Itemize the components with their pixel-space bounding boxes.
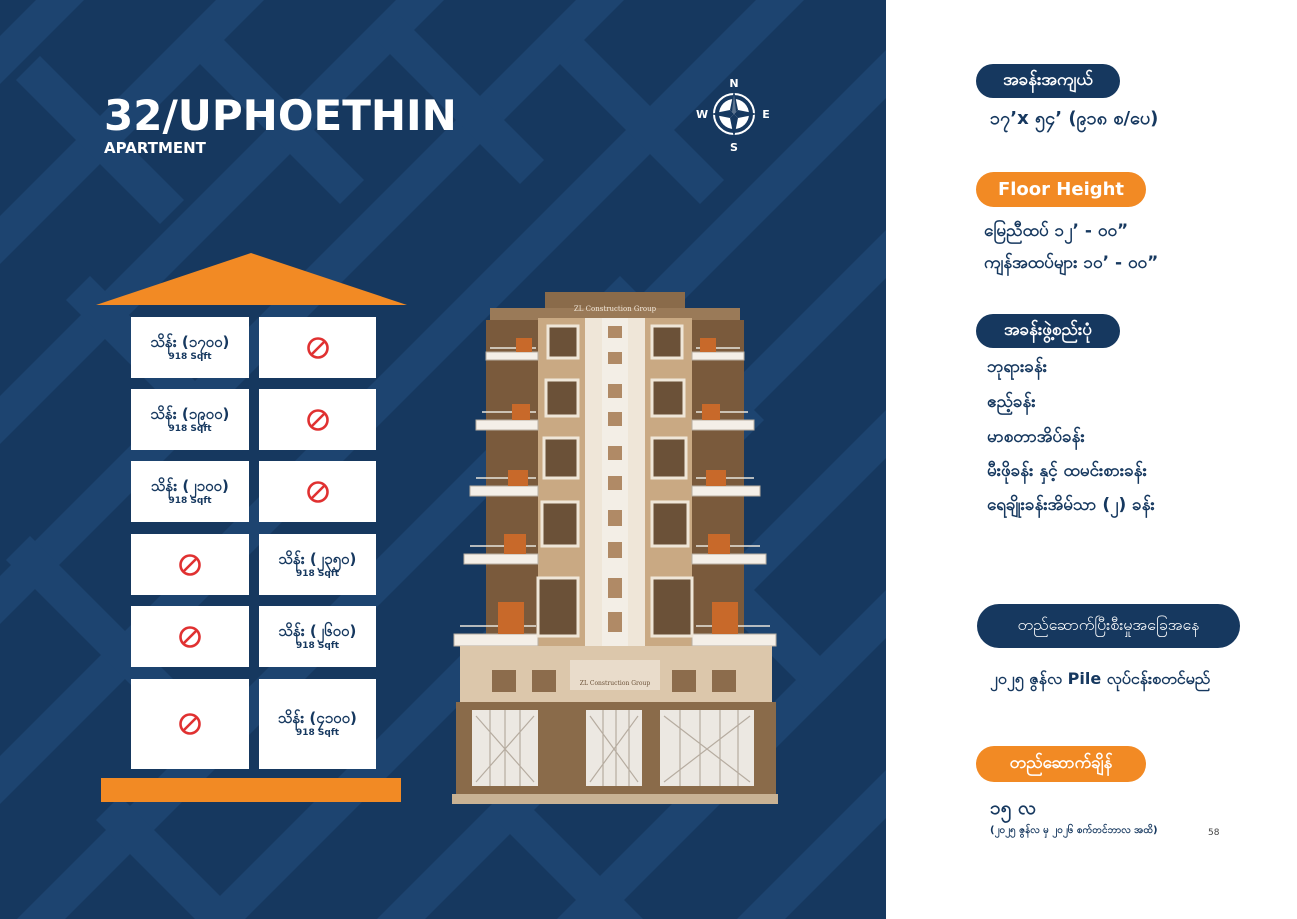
layout-item: မီးဖိုခန်း နှင့် ထမင်းစားခန်း <box>987 461 1147 481</box>
floor-height-others: ကျန်အထပ်များ ၁၀’ - ၀၀” <box>984 253 1159 273</box>
construction-status-value: ၂၀၂၅ ဇွန်လ Pile လုပ်ငန်းစတင်မည် <box>990 669 1211 688</box>
not-available-icon <box>178 625 202 649</box>
compass-icon <box>696 76 772 152</box>
unit-price: သိန်း (၄၁၀၀) <box>278 709 357 727</box>
layout-item: မာစတာအိပ်ခန်း <box>987 427 1085 447</box>
ground-base-bar <box>101 778 401 802</box>
unit-area: 918 Sqft <box>295 640 340 651</box>
sold-out-cell <box>131 534 249 595</box>
sold-out-cell <box>259 317 376 378</box>
unit-price: သိန်း (၂၃၅၀) <box>278 549 357 568</box>
roof-shape <box>96 253 407 308</box>
room-size-value: ၁၇’x ၅၄’ (၉၁၈ စ/ပေ) <box>990 108 1159 129</box>
layout-item: ရေချိုးခန်းအိမ်သာ (၂) ခန်း <box>987 495 1155 515</box>
sold-out-cell <box>259 461 376 522</box>
unit-card-4[interactable] <box>259 534 376 595</box>
layout-item: ဧည့်ခန်း <box>987 392 1036 412</box>
construction-status-label: တည်ဆောက်ပြီးစီးမှုအခြေအနေ <box>977 604 1240 648</box>
layout-item: ဘုရားခန်း <box>987 357 1048 377</box>
unit-area: 918 Sqft <box>168 351 212 362</box>
unit-price: သိန်း (၂၆၀၀) <box>278 621 357 640</box>
construction-time-label: တည်ဆောက်ချိန် <box>976 746 1146 782</box>
page-number: 58 <box>1208 828 1220 838</box>
sold-out-cell <box>259 389 376 450</box>
project-title: 32/UPHOETHIN <box>104 91 457 140</box>
unit-price: သိန်း (၂၁၀၀) <box>151 476 229 495</box>
building-rendering <box>450 290 780 805</box>
unit-area: 918 Sqft <box>168 423 212 434</box>
project-subtitle: APARTMENT <box>104 139 206 157</box>
unit-price: သိန်း (၁၉၀၀) <box>150 404 230 423</box>
not-available-icon <box>306 480 330 504</box>
sold-out-cell <box>131 606 249 667</box>
unit-price: သိန်း (၁၇၀၀) <box>150 332 230 351</box>
not-available-icon <box>178 712 202 736</box>
room-size-label: အခန်းအကျယ် <box>976 64 1120 98</box>
unit-area: 918 Sqft <box>295 568 340 579</box>
not-available-icon <box>306 408 330 432</box>
room-layout-label: အခန်းဖွဲ့စည်းပုံ <box>976 314 1120 348</box>
unit-area: 918 Sqft <box>295 728 340 738</box>
building-sign-top: ZL Construction Group <box>573 305 657 313</box>
construction-time-value: ၁၅ လ <box>990 797 1036 819</box>
sold-out-cell <box>131 679 249 769</box>
floor-height-label: Floor Height <box>976 172 1146 207</box>
details-panel <box>886 0 1297 919</box>
unit-area: 918 Sqft <box>168 495 212 506</box>
unit-card-6[interactable] <box>259 679 376 769</box>
unit-card-2[interactable] <box>131 389 249 450</box>
not-available-icon <box>178 553 202 577</box>
not-available-icon <box>306 336 330 360</box>
compass-east: E <box>762 108 770 121</box>
compass-south: S <box>730 141 738 152</box>
unit-card-5[interactable] <box>259 606 376 667</box>
building-sign-bottom: ZL Construction Group <box>579 680 651 687</box>
unit-card-3[interactable] <box>131 461 249 522</box>
compass-west: W <box>696 108 709 121</box>
unit-card-1[interactable] <box>131 317 249 378</box>
construction-time-note: (၂၀၂၅ ဇွန်လ မှ ၂၀၂၆ စက်တင်ဘာလ အထိ) <box>990 825 1158 836</box>
compass-north: N <box>729 77 739 90</box>
floor-height-ground: မြေညီထပ် ၁၂’ - ၀၀” <box>984 221 1129 241</box>
